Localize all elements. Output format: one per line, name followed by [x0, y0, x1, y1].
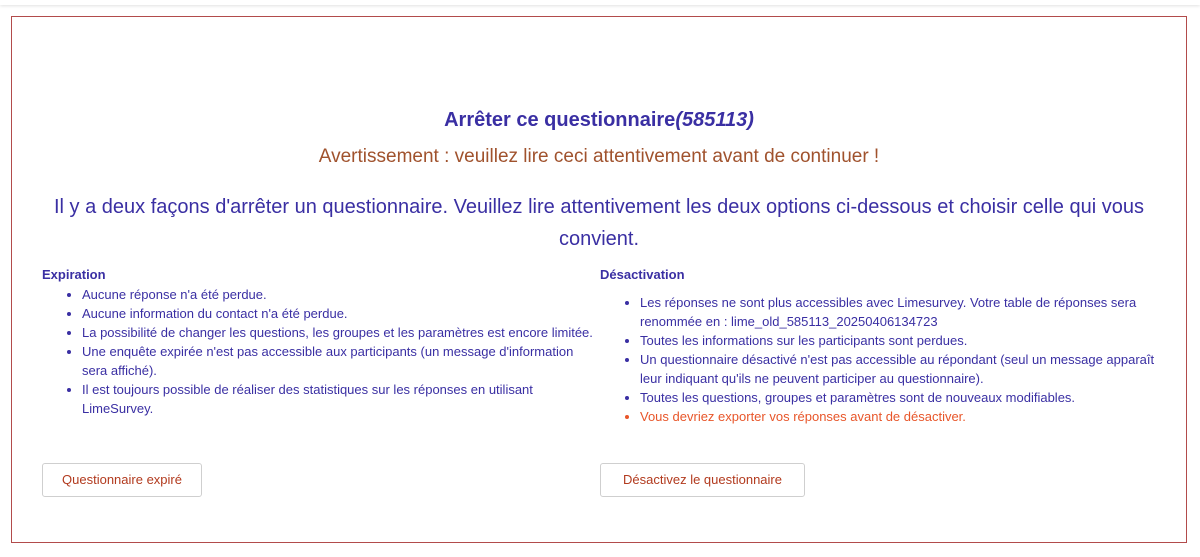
list-item: • Aucune information du contact n'a été perdue. [82, 304, 602, 323]
top-bar [0, 0, 1200, 5]
stop-survey-panel [11, 16, 1187, 543]
list-item: • Aucune réponse n'a été perdue. [82, 285, 602, 304]
page-title [12, 109, 1186, 132]
deactivate-survey-button[interactable]: Désactivez le questionnaire [600, 463, 805, 497]
list-item: • Toutes les questions, groupes et paramètres sont de nouveaux modifiables. [640, 388, 1170, 407]
intro-text: Il y a deux façons d'arrêter un questionnaire. Veuillez lire attentivement les deux options ci-dessous et choisir celle qui vous convient. [54, 196, 1144, 250]
expire-survey-button[interactable]: Questionnaire expiré [42, 463, 202, 497]
page-title-text: Arrêter ce questionnaire [444, 109, 676, 131]
expiration-list [42, 285, 602, 418]
survey-id: (585113) [675, 109, 754, 131]
list-item: • Toutes les informations sur les participants sont perdues. [640, 331, 1170, 350]
warning-message: Avertissement : veuillez lire ceci attentivement avant de continuer ! [318, 146, 880, 167]
deactivation-column [600, 267, 1170, 426]
list-item: • Un questionnaire désactivé n'est pas accessible au répondant (seul un message apparaît leur indiquant qu'ils ne peuvent participer au questionnaire). [640, 350, 1170, 388]
expiration-heading: Expiration [42, 267, 106, 282]
list-item: • Il est toujours possible de réaliser des statistiques sur les réponses en utilisant LimeSurvey. [82, 380, 602, 418]
deactivation-list [600, 293, 1170, 426]
deactivation-heading: Désactivation [600, 267, 685, 282]
list-item: • Une enquête expirée n'est pas accessible aux participants (un message d'information sera affiché). [82, 342, 602, 380]
list-item: • Les réponses ne sont plus accessibles avec Limesurvey. Votre table de réponses sera renommée en : lime_old_585113_20250406134723 [640, 293, 1170, 331]
list-item: • La possibilité de changer les questions, les groupes et les paramètres est encore limitée. [82, 323, 602, 342]
export-warning-item: • Vous devriez exporter vos réponses avant de désactiver. [640, 407, 1170, 426]
expiration-column [42, 267, 602, 418]
